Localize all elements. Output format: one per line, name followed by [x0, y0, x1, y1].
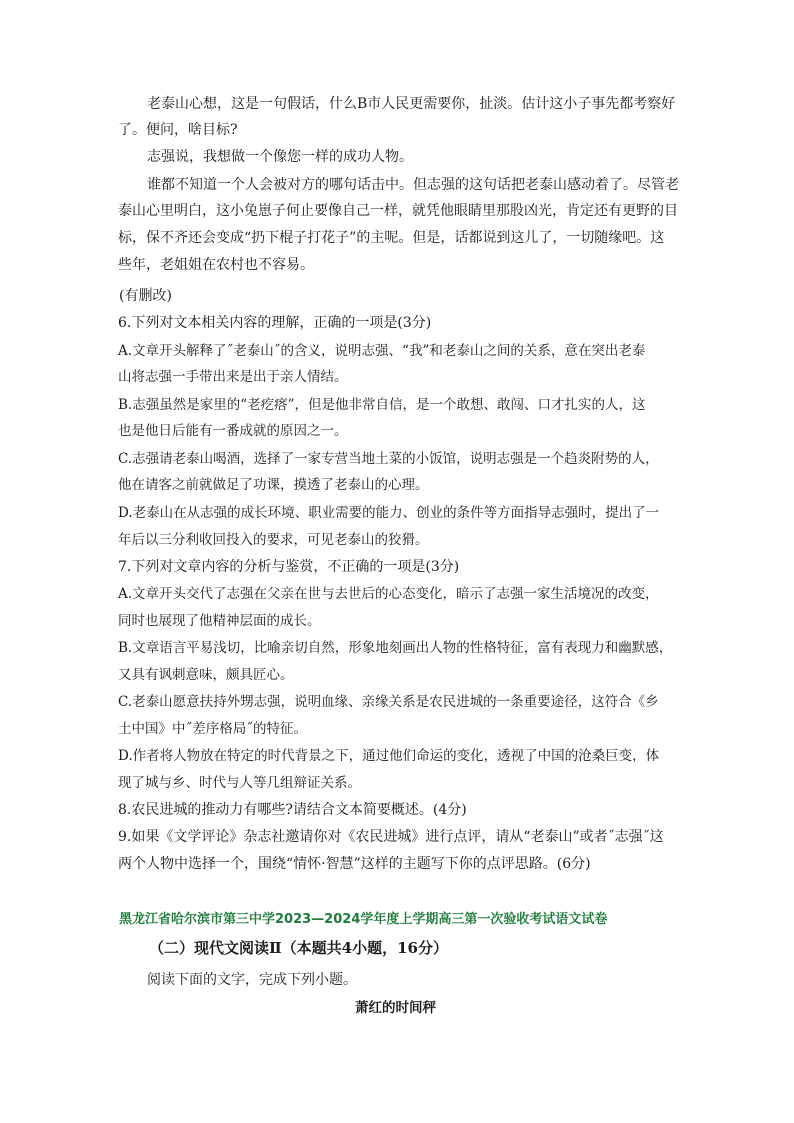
q7-option-d-cont: 现了城与乡、时代与人等几组辩证关系。	[118, 775, 361, 791]
q7-option-c-cont: 土中国》中˝差序格局˝的特征。	[118, 721, 307, 737]
q6-option-c: C.志强请老泰山喝酒，选择了一家专营当地土菜的小饭馆，说明志强是一个趋炎附势的人，	[118, 451, 659, 467]
passage-line: 泰山心里明白，这小兔崽子何止要像自己一样，就凭他眼睛里那股凶光，肯定还有更野的目	[118, 203, 678, 219]
edit-note: (有删改)	[119, 288, 172, 304]
passage-line: 标，保不齐还会变成“扔下棍子打花子”的主呢。但是，话都说到这儿了，一切随缘吧。这	[118, 230, 665, 246]
q7-option-b: B.文章语言平易浅切，比喻亲切自然，形象地刻画出人物的性格特征，富有表现力和幽默感，	[118, 640, 673, 656]
q6-option-b-cont: 也是他日后能有一番成就的原因之一。	[118, 423, 348, 439]
section-instruction: 阅读下面的文字，完成下列小题。	[147, 972, 357, 988]
q7-option-a: A.文章开头交代了志强在父亲在世与去世后的心态变化，暗示了志强一家生活境况的改变，	[118, 586, 659, 602]
q7-option-b-cont: 又具有讽刺意味，颇具匠心。	[118, 667, 294, 683]
question-9: 9.如果《文学评论》杂志社邀请你对《农民进城》进行点评，请从“老泰山”或者˝志强˝这	[118, 829, 664, 845]
q6-option-a-cont: 山将志强一手带出来是出于亲人情结。	[118, 369, 348, 385]
passage-line: 了。便问，啥目标?	[118, 122, 238, 138]
passage-line: 谁都不知道一个人会被对方的哪句话击中。但志强的这句话把老泰山感动着了。尽管老	[147, 177, 679, 193]
question-8: 8.农民进城的推动力有哪些?请结合文本简要概述。(4分)	[118, 802, 467, 818]
q7-option-a-cont: 同时也展现了他精神层面的成长。	[118, 613, 321, 629]
question-7-stem: 7.下列对文章内容的分析与鉴赏，不正确的一项是(3分)	[118, 559, 460, 575]
q6-option-d: D.老泰山在从志强的成长环境、职业需要的能力、创业的条件等方面指导志强时，提出了一	[118, 505, 660, 521]
passage-line: 志强说，我想做一个像您一样的成功人物。	[147, 149, 413, 165]
source-header: 黑龙江省哈尔滨市第三中学2023—2024学年度上学期高三第一次验收考试语文试卷	[119, 912, 608, 927]
q6-option-d-cont: 年后以三分利收回投入的要求，可见老泰山的狡猾。	[118, 532, 429, 548]
section-heading: （二）现代文阅读Ⅱ（本题共4小题，16分）	[149, 939, 448, 957]
q6-option-b: B.志强虽然是家里的“老疙瘩”，但是他非常自信，是一个敢想、敢闯、口才扎实的人，这	[118, 397, 646, 413]
article-title: 萧红的时间秤	[355, 1000, 436, 1016]
q7-option-d: D.作者将人物放在特定的时代背景之下，通过他们命运的变化，透视了中国的沧桑巨变，体	[118, 748, 660, 764]
q7-option-c: C.老泰山愿意扶持外甥志强，说明血缘、亲缘关系是农民进城的一条重要途径，这符合《乡	[118, 694, 659, 710]
q6-option-a: A.文章开头解释了˝老泰山˝的含义，说明志强、“我”和老泰山之间的关系，意在突出老泰	[118, 343, 646, 359]
question-6-stem: 6.下列对文本相关内容的理解，正确的一项是(3分)	[118, 315, 432, 331]
q6-option-c-cont: 他在请客之前就做足了功课，摸透了老泰山的心理。	[118, 477, 429, 493]
question-9-cont: 两个人物中选择一个，围绕“情怀·智慧”这样的主题写下你的点评思路。(6分)	[118, 856, 591, 872]
passage-line: 些年，老姐姐在农村也不容易。	[118, 257, 314, 273]
passage-line: 老泰山心想，这是一句假话，什么B市人民更需要你，扯淡。估计这小子事先都考察好	[147, 96, 676, 112]
